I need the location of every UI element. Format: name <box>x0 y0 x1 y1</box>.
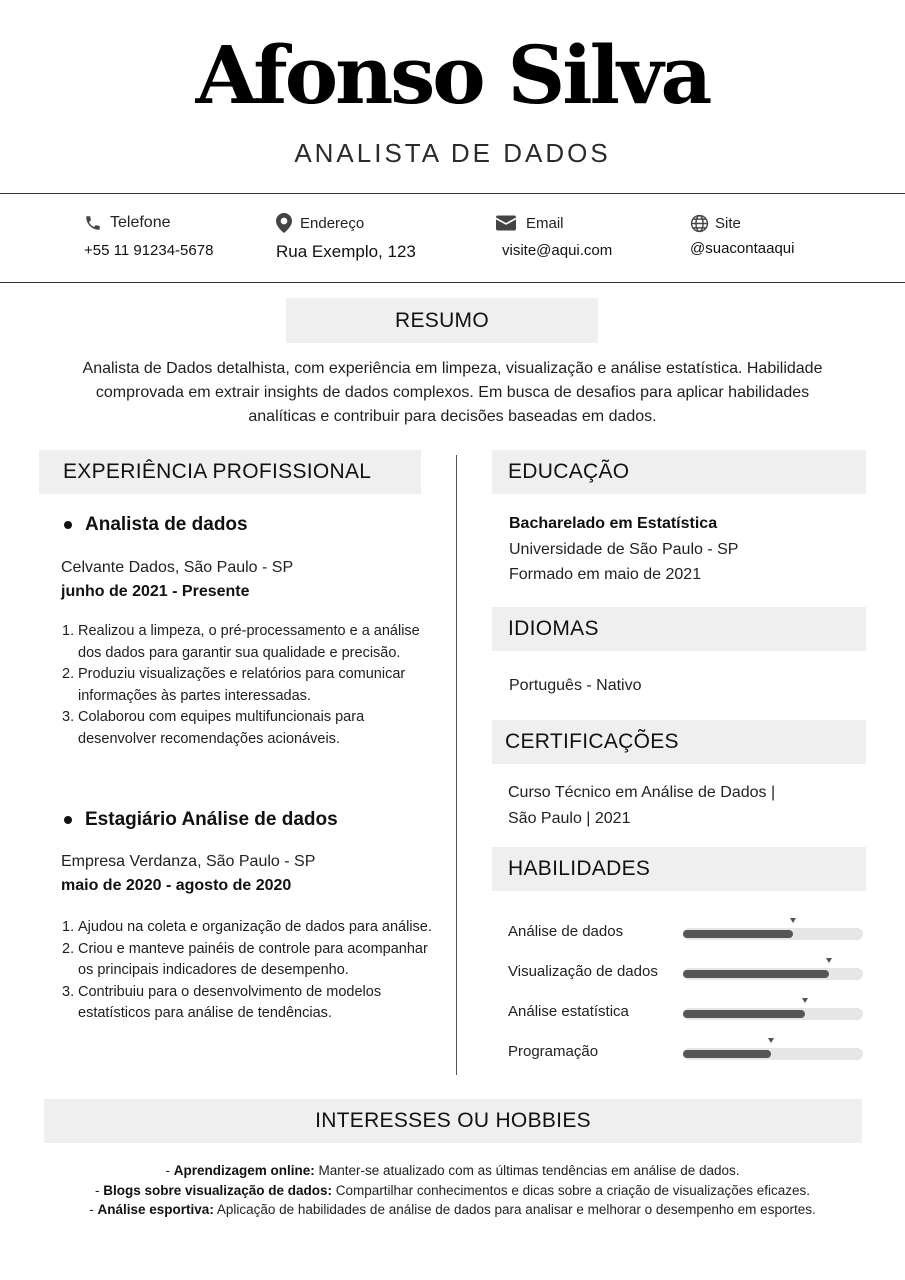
skill-bar-fill <box>683 930 793 938</box>
contact-site-label: Site <box>715 214 741 232</box>
contact-email-value: visite@aqui.com <box>502 242 613 259</box>
contact-address-label: Endereço <box>300 214 365 232</box>
skill-bar-fill <box>683 970 829 978</box>
hobbies-heading: INTERESSES OU HOBBIES <box>44 1099 862 1143</box>
list-item: - Blogs sobre visualização de dados: Compartilhar conhecimentos e dicas sobre a criação de visualizações eficazes. <box>94 1182 811 1198</box>
skill-label: Análise estatística <box>508 1003 629 1020</box>
contact-phone <box>84 210 213 259</box>
skill-marker-icon <box>790 918 796 923</box>
skill-marker-icon <box>802 998 808 1003</box>
job-dates: maio de 2020 - agosto de 2020 <box>61 877 292 894</box>
divider-contact <box>0 282 905 283</box>
list-item: 3. Colaborou com equipes multifuncionais para desenvolver recomendações acionáveis. <box>62 709 365 747</box>
list-item: - Aprendizagem online: Manter-se atualizado com as últimas tendências em análise de dados. <box>165 1163 740 1178</box>
skill-bar-fill <box>683 1010 805 1018</box>
job-title-text: Estagiário Análise de dados <box>85 809 338 830</box>
list-item: 1. Ajudou na coleta e organização de dados para análise. <box>62 919 432 935</box>
job-title <box>64 514 248 536</box>
resume-role: ANALISTA DE DADOS <box>294 138 611 168</box>
job-company: Empresa Verdanza, São Paulo - SP <box>61 853 316 870</box>
skill-bar <box>683 1048 863 1060</box>
bullet-icon <box>64 816 72 824</box>
list-item: 2. Criou e manteve painéis de controle para acompanhar os principais indicadores de desempenho. <box>62 940 428 978</box>
contact-site-value: @suacontaaqui <box>690 240 795 257</box>
contact-address <box>276 210 416 262</box>
map-pin-icon <box>276 213 292 233</box>
languages-heading: IDIOMAS <box>492 607 866 651</box>
education-school: Universidade de São Paulo - SP <box>509 541 739 558</box>
divider-top <box>0 193 905 194</box>
contact-phone-label: Telefone <box>110 214 171 231</box>
job-dates: junho de 2021 - Presente <box>61 583 250 600</box>
bullet-icon <box>64 521 72 529</box>
job-task-list <box>62 917 438 1025</box>
education-degree: Bacharelado em Estatística <box>509 515 718 532</box>
list-item: - Análise esportiva: Aplicação de habilidades de análise de dados para analisar e melhorar o desempenho em esportes. <box>89 1202 816 1217</box>
skill-bar <box>683 968 863 980</box>
job-title <box>64 809 338 831</box>
experience-heading: EXPERIÊNCIA PROFISSIONAL <box>39 450 421 494</box>
certification-line: São Paulo | 2021 <box>508 810 631 827</box>
skill-label: Programação <box>508 1043 599 1060</box>
envelope-icon <box>496 215 516 231</box>
contact-site <box>690 210 794 257</box>
job-title-text: Analista de dados <box>85 514 248 535</box>
skill-label: Visualização de dados <box>508 963 658 980</box>
contact-phone-value: +55 11 91234-5678 <box>84 242 214 259</box>
list-item: 1. Realizou a limpeza, o pré-processamento e a análise dos dados para garantir sua qualidade e precisão. <box>62 623 420 661</box>
skills-heading: HABILIDADES <box>492 847 866 891</box>
education-heading: EDUCAÇÃO <box>492 450 866 494</box>
globe-icon <box>690 214 709 233</box>
certifications-heading: CERTIFICAÇÕES <box>492 720 866 764</box>
column-divider <box>456 455 457 1075</box>
skill-bar-fill <box>683 1050 771 1058</box>
skill-bar <box>683 928 863 940</box>
skill-marker-icon <box>768 1038 774 1043</box>
language-item: Português - Nativo <box>509 677 642 694</box>
certification-line: Curso Técnico em Análise de Dados | <box>508 784 776 801</box>
hobbies-list <box>40 1161 865 1220</box>
job-company: Celvante Dados, São Paulo - SP <box>61 559 294 576</box>
phone-icon <box>84 214 102 232</box>
job-task-list <box>62 621 438 750</box>
skill-marker-icon <box>826 958 832 963</box>
skill-label: Análise de dados <box>508 923 624 940</box>
summary-text: Analista de Dados detalhista, com experiência em limpeza, visualização e análise estatística. Habilidade comprovada em extrair insights de dados complexos. Em busca de desafios para aplicar habilidades analíticas e contribuir para decisões baseadas em dados. <box>82 360 823 425</box>
skill-bar <box>683 1008 863 1020</box>
list-item: 3. Contribuiu para o desenvolvimento de modelos estatísticos para análise de tendências. <box>62 983 382 1021</box>
contact-email-label: Email <box>526 214 564 232</box>
contact-address-value: Rua Exemplo, 123 <box>276 242 416 261</box>
summary-heading: RESUMO <box>286 298 598 343</box>
education-graduated: Formado em maio de 2021 <box>509 566 702 583</box>
contact-email <box>496 210 612 259</box>
list-item: 2. Produziu visualizações e relatórios para comunicar informações às partes interessadas. <box>62 666 406 704</box>
resume-name: Afonso Silva <box>195 28 710 122</box>
